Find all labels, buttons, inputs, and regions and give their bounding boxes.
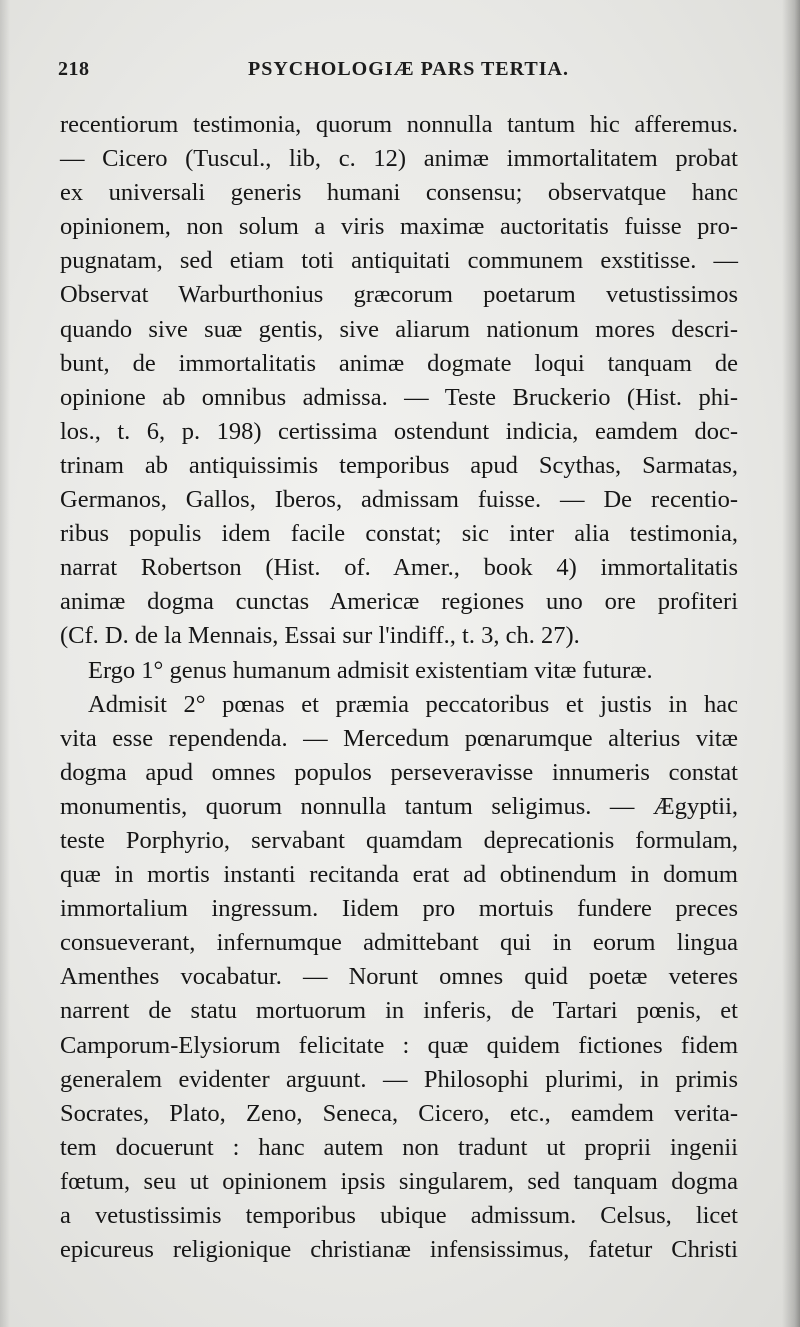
text-line-31: tem docuerunt : hanc autem non tradunt ut proprii ingenii (60, 1133, 738, 1161)
text-line-20: dogma apud omnes populos perseveravisse innumeris constat (60, 758, 738, 786)
text-line-34: epicureus religionique christianæ infensissimus, fatetur Christi (60, 1236, 738, 1264)
text-line-7: quando sive suæ gentis, sive aliarum nationum mores descri- (60, 315, 738, 343)
text-line-11: trinam ab antiquissimis temporibus apud Scythas, Sarmatas, (60, 451, 738, 479)
page-number: 218 (58, 58, 90, 80)
page-shadow-right (782, 0, 800, 1327)
text-line-18: Admisit 2° pœnas et præmia peccatoribus et justis in hac (88, 690, 738, 718)
text-line-5: pugnatam, sed etiam toti antiquitati communem exstitisse. — (60, 247, 738, 275)
text-line-2: — Cicero (Tuscul., lib, c. 12) animæ immortalitatem probat (60, 145, 738, 173)
text-line-28: Camporum-Elysiorum felicitate : quæ quidem fictiones fidem (60, 1031, 738, 1059)
text-line-6: Observat Warburthonius græcorum poetarum vetustissimos (60, 281, 738, 309)
text-line-8: bunt, de immortalitatis animæ dogmate loqui tanquam de (60, 349, 738, 377)
text-line-14: narrat Robertson (Hist. of. Amer., book 4) immortalitatis (60, 554, 738, 582)
page-shadow-left (0, 0, 10, 1327)
text-line-19: vita esse rependenda. — Mercedum pœnarumque alterius vitæ (60, 724, 738, 752)
text-line-26: Amenthes vocabatur. — Norunt omnes quid poetæ veteres (60, 963, 738, 991)
text-line-24: immortalium ingressum. Iidem pro mortuis fundere preces (60, 895, 738, 923)
text-line-23: quæ in mortis instanti recitanda erat ad obtinendum in domum (60, 861, 738, 889)
text-line-13: ribus populis idem facile constat; sic inter alia testimonia, (60, 520, 738, 548)
text-line-17: Ergo 1° genus humanum admisit existentiam vitæ futuræ. (88, 656, 653, 684)
text-line-4: opinionem, non solum a viris maximæ auctoritatis fuisse pro- (60, 213, 738, 241)
text-line-1: recentiorum testimonia, quorum nonnulla tantum hic afferemus. (60, 111, 738, 138)
text-line-27: narrent de statu mortuorum in inferis, de Tartari pœnis, et (60, 997, 738, 1025)
text-line-3: ex universali generis humani consensu; observatque hanc (60, 179, 738, 207)
text-line-15: animæ dogma cunctas Americæ regiones uno ore profiteri (60, 588, 738, 616)
text-line-29: generalem evidenter arguunt. — Philosophi plurimi, in primis (60, 1065, 738, 1093)
text-line-32: fœtum, seu ut opinionem ipsis singularem, sed tanquam dogma (60, 1167, 738, 1195)
text-line-16: (Cf. D. de la Mennais, Essai sur l'indiff., t. 3, ch. 27). (60, 622, 580, 650)
page-header (58, 58, 748, 86)
text-line-30: Socrates, Plato, Zeno, Seneca, Cicero, etc., eamdem verita- (60, 1099, 738, 1127)
text-line-10: los., t. 6, p. 198) certissima ostendunt indicia, eamdem doc- (60, 417, 738, 445)
text-line-21: monumentis, quorum nonnulla tantum seligimus. — Ægyptii, (60, 792, 738, 820)
body-text (60, 108, 738, 1267)
text-line-33: a vetustissimis temporibus ubique admissum. Celsus, licet (60, 1202, 738, 1229)
text-line-12: Germanos, Gallos, Iberos, admissam fuisse. — De recentio- (60, 486, 738, 514)
running-title: PSYCHOLOGIÆ PARS TERTIA. (248, 58, 569, 80)
text-line-22: teste Porphyrio, servabant quamdam deprecationis formulam, (60, 826, 738, 854)
text-line-9: opinione ab omnibus admissa. — Teste Bruckerio (Hist. phi- (60, 383, 738, 411)
text-line-25: consueverant, infernumque admittebant qui in eorum lingua (60, 929, 738, 957)
